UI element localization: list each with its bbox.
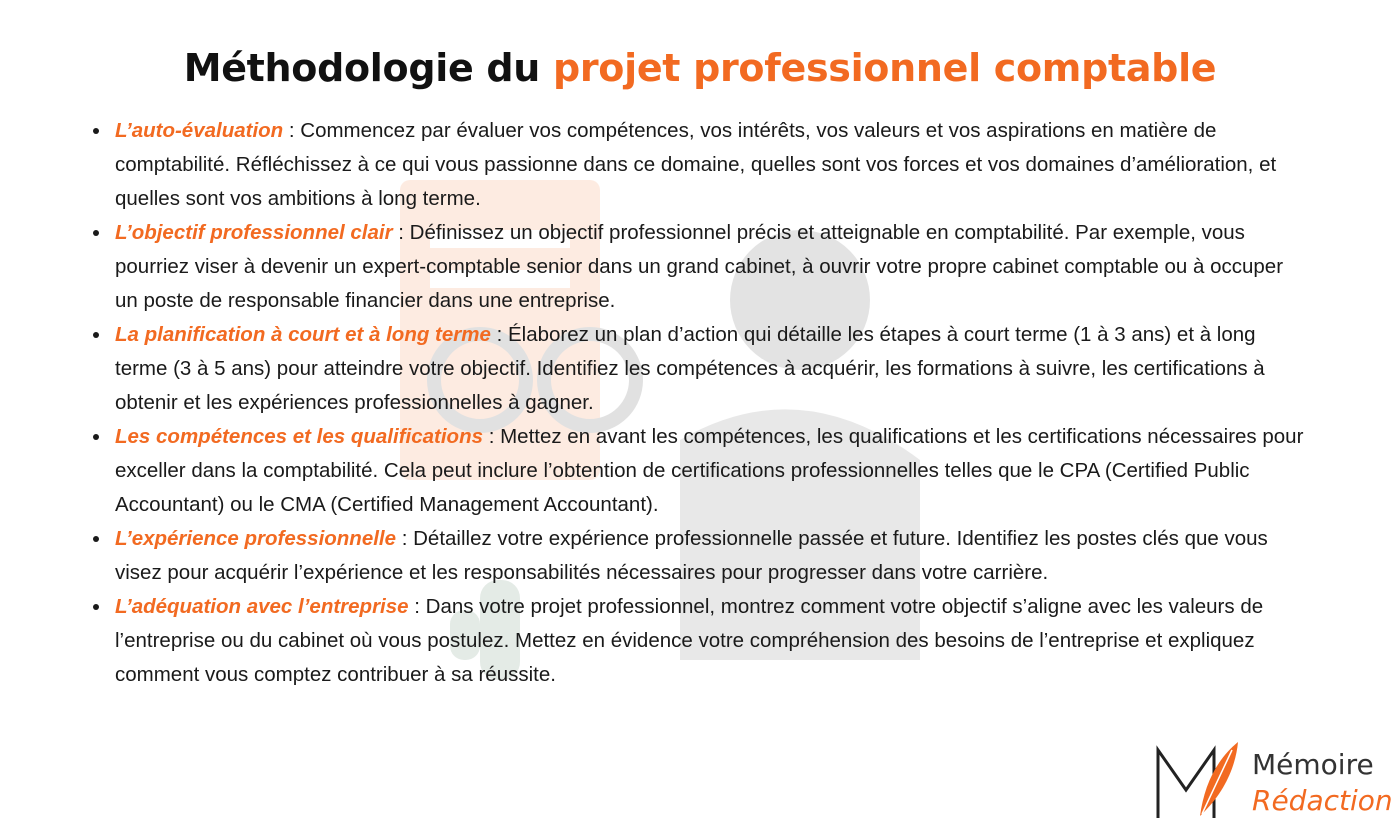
list-item-term: La planification à court et à long terme bbox=[115, 323, 491, 346]
list-item-text: : Mettez en avant les compétences, les qualifications et les certifications nécessaires pour exceller dans la comptabilité. Cela peut inclure l’obtention de certifications professionnelles telles que le CPA (Certified Public Accountant) ou le CMA (Certified Management Accountant). bbox=[115, 425, 1304, 516]
methodology-list bbox=[115, 114, 1310, 692]
logo-text-line2: Rédaction bbox=[1252, 784, 1393, 817]
list-item-term: Les compétences et les qualifications bbox=[115, 425, 483, 448]
page-title bbox=[0, 42, 1400, 94]
list-item bbox=[115, 114, 1310, 216]
list-item-text: : Définissez un objectif professionnel précis et atteignable en comptabilité. Par exemple, vous pourriez viser à devenir un expert-comptable senior dans un grand cabinet, à ouvrir votre propre cabinet comptable ou à occuper un poste de responsable financier dans une entreprise. bbox=[115, 221, 1284, 312]
list-item-text: : Détaillez votre expérience professionnelle passée et future. Identifiez les postes clés que vous visez pour acquérir l’expérience et les responsabilités nécessaires pour progresser dans votre carrière. bbox=[115, 527, 1268, 584]
list-item bbox=[115, 522, 1310, 590]
logo-m-feather-icon bbox=[1152, 738, 1242, 820]
list-item-term: L’expérience professionnelle bbox=[115, 527, 397, 550]
page-title-part2: projet professionnel comptable bbox=[552, 46, 1217, 90]
brand-logo bbox=[1152, 738, 1400, 820]
list-item-text: : Élaborez un plan d’action qui détaille les étapes à court terme (1 à 3 ans) et à long terme (3 à 5 ans) pour atteindre votre objectif. Identifiez les compétences à acquérir, les formations à suivre, les certifications à obtenir et les expériences professionnelles à gagner. bbox=[115, 323, 1265, 414]
list-item bbox=[115, 318, 1310, 420]
list-item bbox=[115, 590, 1310, 692]
list-item-text: : Commencez par évaluer vos compétences, vos intérêts, vos valeurs et vos aspirations en matière de comptabilité. Réfléchissez à ce qui vous passionne dans ce domaine, quelles sont vos forces et vos domaines d’amélioration, et quelles sont vos ambitions à long terme. bbox=[115, 119, 1277, 210]
list-item-term: L’adéquation avec l’entreprise bbox=[115, 595, 409, 618]
logo-text-line1: Mémoire bbox=[1252, 748, 1374, 781]
list-item-text: : Dans votre projet professionnel, montrez comment votre objectif s’aligne avec les valeurs de l’entreprise ou du cabinet où vous postulez. Mettez en évidence votre compréhension des besoins de l’entreprise et expliquez comment vous comptez contribuer à sa réussite. bbox=[115, 595, 1264, 686]
list-item-term: L’auto-évaluation bbox=[115, 119, 284, 142]
list-item-term: L’objectif professionnel clair bbox=[115, 221, 393, 244]
page-title-part1: Méthodologie du bbox=[183, 46, 553, 90]
list-item bbox=[115, 420, 1310, 522]
list-item bbox=[115, 216, 1310, 318]
